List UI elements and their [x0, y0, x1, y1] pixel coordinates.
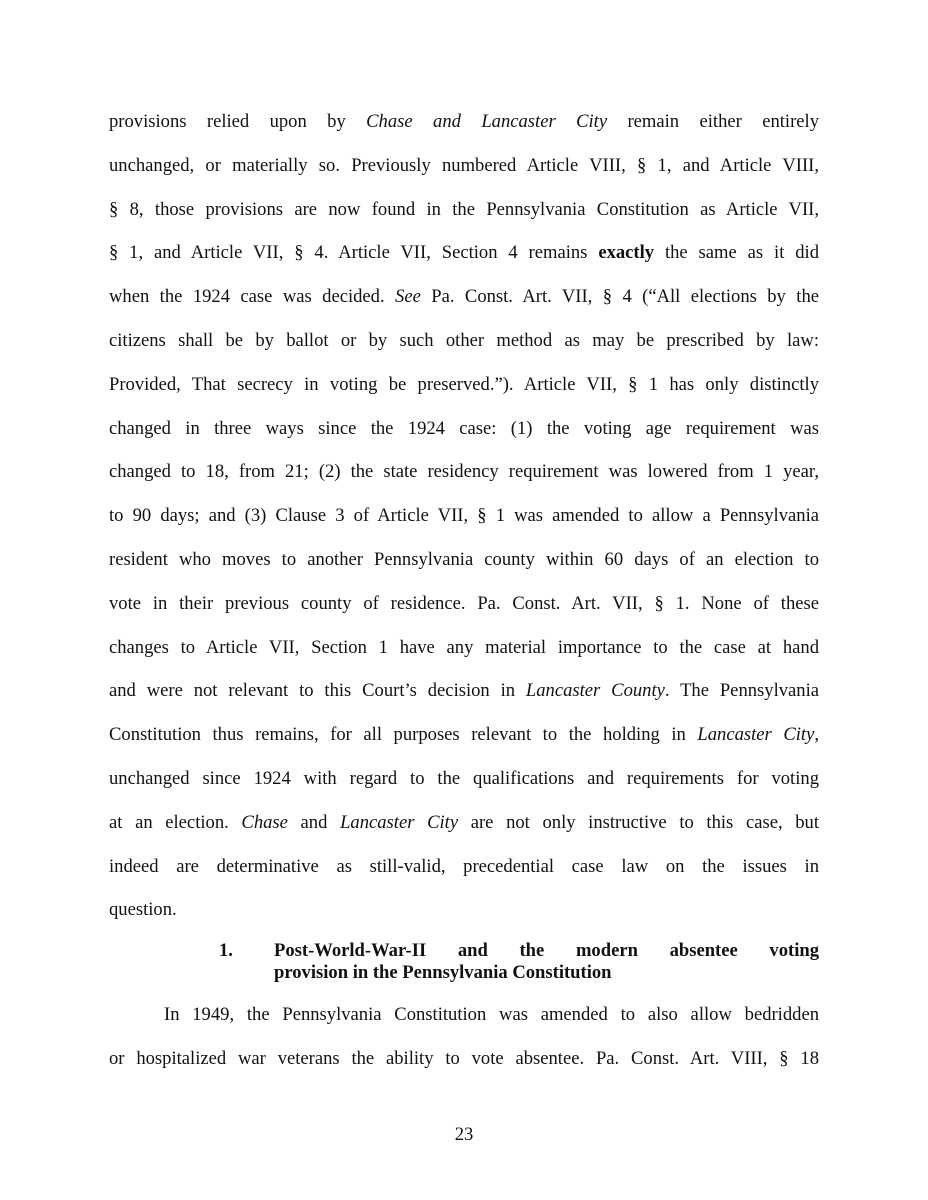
- page-number: 23: [454, 1124, 474, 1145]
- text-run: and: [287, 811, 341, 833]
- text-line: [109, 371, 819, 415]
- bold-text: exactly: [598, 242, 655, 264]
- text-run: changes to Article VII, Section 1 have any material importance to the case at hand: [109, 636, 819, 658]
- text-line: [109, 327, 819, 371]
- text-line: [109, 590, 819, 634]
- text-line: [109, 152, 819, 196]
- text-line: [109, 896, 819, 940]
- text-line: [109, 546, 819, 590]
- text-run: vote in their previous county of residence. Pa. Const. Art. VII, § 1. None of these: [109, 592, 819, 614]
- text-run: or hospitalized war veterans the ability to vote absentee. Pa. Const. Art. VIII, § 18: [109, 1047, 819, 1069]
- text-run: to 90 days; and (3) Clause 3 of Article VII, § 1 was amended to allow a Pennsylvania: [109, 505, 819, 527]
- text-run: § 1, and Article VII, § 4. Article VII, Section 4 remains: [109, 242, 599, 264]
- text-line: [109, 677, 819, 721]
- text-run: at an election.: [109, 811, 242, 833]
- text-run: when the 1924 case was decided.: [109, 286, 396, 308]
- text-line: [109, 239, 819, 283]
- text-line: [109, 196, 819, 240]
- text-run: Pa. Const. Art. VII, § 4 (“All elections by the: [420, 286, 819, 308]
- body-paragraph-2: [109, 1001, 819, 1089]
- text-run: the same as it did: [654, 242, 819, 264]
- italic-text: See: [395, 286, 421, 308]
- text-run: Constitution thus remains, for all purposes relevant to the holding in: [109, 724, 698, 746]
- text-run: and were not relevant to this Court’s decision in: [109, 680, 526, 702]
- text-run: provisions relied upon by: [109, 111, 367, 132]
- section-number: 1.: [219, 940, 233, 961]
- text-run: remain either entirely: [607, 111, 819, 132]
- text-line: [109, 634, 819, 678]
- text-run: § 8, those provisions are now found in the Pennsylvania Constitution as Article VII,: [109, 198, 819, 220]
- text-line: [109, 721, 819, 765]
- text-run: citizens shall be by ballot or by such other method as may be prescribed by law:: [109, 329, 819, 351]
- text-line: [109, 1001, 819, 1045]
- italic-text: Chase: [241, 811, 288, 833]
- text-line: [109, 765, 819, 809]
- text-run: question.: [109, 899, 177, 921]
- text-line: [109, 108, 819, 152]
- text-run: In 1949, the Pennsylvania Constitution was amended to also allow bedridden: [164, 1004, 819, 1025]
- text-run: resident who moves to another Pennsylvania county within 60 days of an election to: [109, 548, 819, 570]
- italic-text: Chase and Lancaster City: [366, 111, 608, 132]
- italic-text: Lancaster City: [697, 724, 815, 746]
- text-line: [109, 415, 819, 459]
- text-line: [109, 809, 819, 853]
- text-run: Provided, That secrecy in voting be preserved.”). Article VII, § 1 has only distinctly: [109, 373, 819, 395]
- text-run: unchanged, or materially so. Previously numbered Article VIII, § 1, and Article VIII,: [109, 154, 819, 176]
- text-run: indeed are determinative as still-valid, precedential case law on the issues in: [109, 855, 819, 877]
- text-run: changed to 18, from 21; (2) the state residency requirement was lowered from 1 year,: [109, 461, 819, 483]
- section-heading-line-1: Post-World-War-II and the modern absentee voting: [274, 940, 819, 961]
- section-heading-line-2: provision in the Pennsylvania Constitution: [274, 962, 612, 983]
- text-run: . The Pennsylvania: [664, 680, 819, 702]
- text-run: changed in three ways since the 1924 case: (1) the voting age requirement was: [109, 417, 819, 439]
- text-line: [109, 502, 819, 546]
- text-line: [109, 283, 819, 327]
- text-line: [109, 853, 819, 897]
- text-run: unchanged since 1924 with regard to the qualifications and requirements for voting: [109, 767, 819, 789]
- italic-text: Lancaster County: [525, 680, 665, 702]
- text-run: ,: [814, 724, 819, 746]
- italic-text: Lancaster City: [340, 811, 459, 833]
- body-paragraph: [109, 108, 819, 940]
- section-heading: [109, 940, 819, 984]
- text-line: [109, 1045, 819, 1089]
- text-line: [109, 458, 819, 502]
- text-run: are not only instructive to this case, but: [458, 811, 819, 833]
